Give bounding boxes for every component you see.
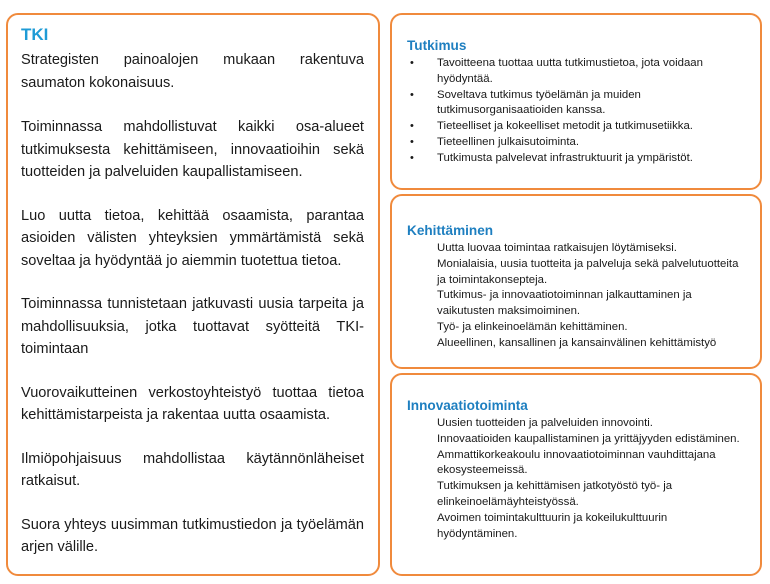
kehittaminen-panel bbox=[390, 194, 762, 369]
list-item: Alueellinen, kansallinen ja kansainvälinen kehittämistyö bbox=[437, 336, 717, 349]
tki-panel bbox=[6, 13, 380, 576]
list-item: • Soveltava tutkimus työelämän ja muiden tutkimusorganisaatioiden kanssa. bbox=[407, 88, 750, 120]
tki-paragraph: Luo uutta tietoa, kehittää osaamista, parantaa asioiden välisten yhteyksien ymmärtämistä sekä soveltaa ja hyödyntää jo aiemmin tuotettua tietoa. bbox=[21, 207, 364, 269]
innovaatio-panel bbox=[390, 373, 762, 576]
tutkimus-list bbox=[407, 56, 750, 167]
list-item: Monialaisia, uusia tuotteita ja palveluja sekä palvelutuotteita ja toimintakonsepteja. bbox=[437, 257, 739, 286]
tki-paragraph: Vuorovaikutteinen verkostoyhteistyö tuottaa tietoa kehittämistarpeista ja rakentaa uutta osaamista. bbox=[21, 384, 364, 423]
tki-paragraph: Toiminnassa mahdollistuvat kaikki osa-alueet tutkimuksesta kehittämiseen, innovaatioihin sekä tuotteiden ja palveluiden kaupallistamiseen. bbox=[21, 119, 364, 180]
tutkimus-title: Tutkimus bbox=[407, 38, 467, 53]
tutkimus-panel bbox=[390, 13, 762, 190]
list-item: Ammattikorkeakoulu innovaatiotoiminnan vauhdittajana ekosysteemeissä. bbox=[437, 448, 716, 477]
list-item: Tutkimuksen ja kehittämisen jatkotyöstö työ- ja elinkeinoelämäyhteistyössä. bbox=[437, 480, 673, 508]
list-item: Uutta luovaa toimintaa ratkaisujen löytämiseksi. bbox=[437, 242, 677, 254]
tki-paragraph: Toiminnassa tunnistetaan jatkuvasti uusia tarpeita ja mahdollisuuksia, jotka tuottavat syötteitä TKI-toimintaan bbox=[21, 296, 364, 357]
tki-paragraph: Suora yhteys uusimman tutkimustiedon ja työelämän arjen välille. bbox=[21, 516, 364, 555]
innovaatio-title: Innovaatiotoiminta bbox=[407, 398, 528, 413]
list-item: Uusien tuotteiden ja palveluiden innovointi. bbox=[437, 417, 653, 429]
list-item: • Tutkimusta palvelevat infrastruktuurit ja ympäristöt. bbox=[407, 151, 750, 167]
list-item: • Tavoitteena tuottaa uutta tutkimustietoa, jota voidaan hyödyntää. bbox=[407, 56, 750, 88]
list-item: Avoimen toimintakulttuurin ja kokeilukulttuurin hyödyntäminen. bbox=[437, 511, 668, 540]
list-item: Innovaatioiden kaupallistaminen ja yrittäjyyden edistäminen. bbox=[437, 432, 740, 445]
list-item: Työ- ja elinkeinoelämän kehittäminen. bbox=[437, 320, 628, 333]
kehittaminen-list bbox=[407, 241, 750, 352]
list-item: Tutkimus- ja innovaatiotoiminnan jalkauttaminen ja vaikutusten maksimoiminen. bbox=[437, 289, 692, 318]
tki-paragraph: Strategisten painoalojen mukaan rakentuva saumaton kokonaisuus. bbox=[21, 52, 364, 91]
list-item: • Tieteelliset ja kokeelliset metodit ja tutkimusetiikka. bbox=[407, 119, 750, 135]
kehittaminen-title: Kehittäminen bbox=[407, 223, 494, 238]
tki-title: TKI bbox=[21, 25, 49, 44]
innovaatio-list bbox=[407, 416, 750, 542]
list-item: • Tieteellinen julkaisutoiminta. bbox=[407, 135, 750, 151]
tki-paragraph: Ilmiöpohjaisuus mahdollistaa käytännönläheiset ratkaisut. bbox=[21, 450, 364, 489]
